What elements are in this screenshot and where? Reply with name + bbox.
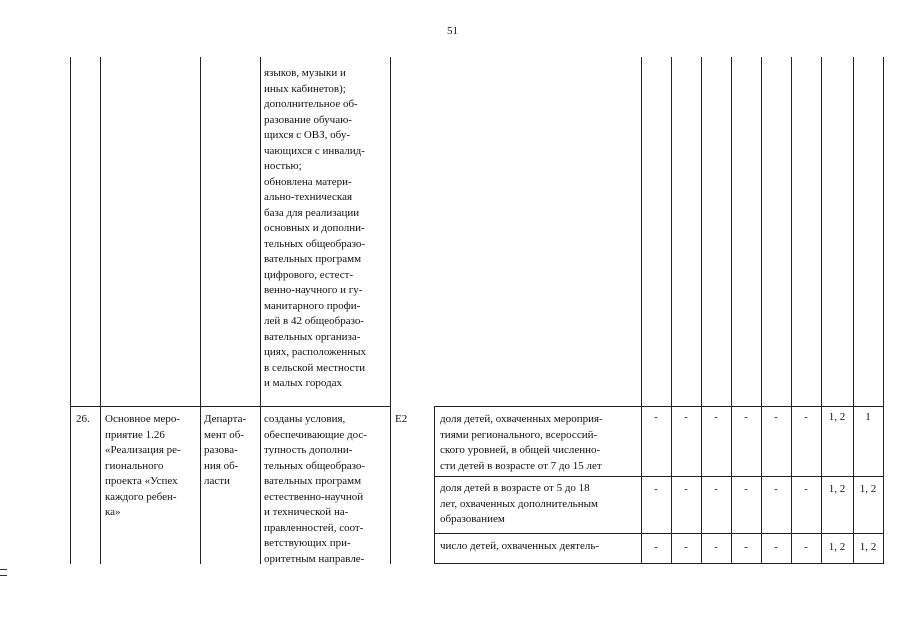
page-number: 51 [447,25,458,37]
continuation-cell: языков, музыки и иных кабинетов); дополнительное об- разование обучаю- щихся с ОВЗ, обу- чающихся с инвалид- ностью; обновлена матери- ально-техническая база для реализации основных и дополни- тельных общеобразо- вательных программ цифрового, естест- венно-научного и гу- манитарного профи- лей в 42 общеобразо- вательных организа- циях, расположенных в сельской местности и малых городах [264,67,367,389]
value-cell: - [774,411,778,423]
value-cell: - [744,541,748,553]
value-cell: - [774,483,778,495]
value-cell: 1 [865,411,871,423]
measure-cell: Основное меро- приятие 1.26 «Реализация ре- гионального проекта «Успех каждого ребен- ка» [105,413,181,518]
value-cell: - [774,541,778,553]
indicator-cell: число детей, охваченных деятель- [440,540,600,552]
value-cell: - [804,541,808,553]
value-cell: - [684,541,688,553]
indicator-cell: доля детей в возрасте от 5 до 18 лет, охваченных дополнительным образованием [440,482,598,525]
value-cell: 1, 2 [828,483,846,495]
value-cell: 1, 2 [828,541,846,553]
code-cell: E2 [395,413,408,425]
result-cell: созданы условия, обеспечивающие дос- тупность дополни- тельных общеобразо- вательных программ естественно-научной и технической на- правленностей, соот- ветствующих при- оритетным направле- [264,413,367,565]
value-cell: - [714,411,718,423]
value-cell: - [654,483,658,495]
value-cell: - [684,483,688,495]
value-cell: - [744,411,748,423]
indicator-cell: доля детей, охваченных мероприя- тиями регионального, всероссий- ского уровней, в общей численно- сти детей в возрасте от 7 до 15 лет [440,413,603,472]
executor-cell: Департа- мент об- разова- ния об- ласти [204,413,247,487]
value-cell: - [744,483,748,495]
value-cell: 1, 2 [828,411,846,423]
value-cell: - [654,411,658,423]
value-cell: - [804,411,808,423]
margin-mark [0,569,7,576]
value-cell: - [804,483,808,495]
row-number: 26. [76,413,90,425]
value-cell: 1, 2 [859,541,877,553]
value-cell: 1, 2 [859,483,877,495]
value-cell: - [684,411,688,423]
value-cell: - [654,541,658,553]
value-cell: - [714,541,718,553]
value-cell: - [714,483,718,495]
